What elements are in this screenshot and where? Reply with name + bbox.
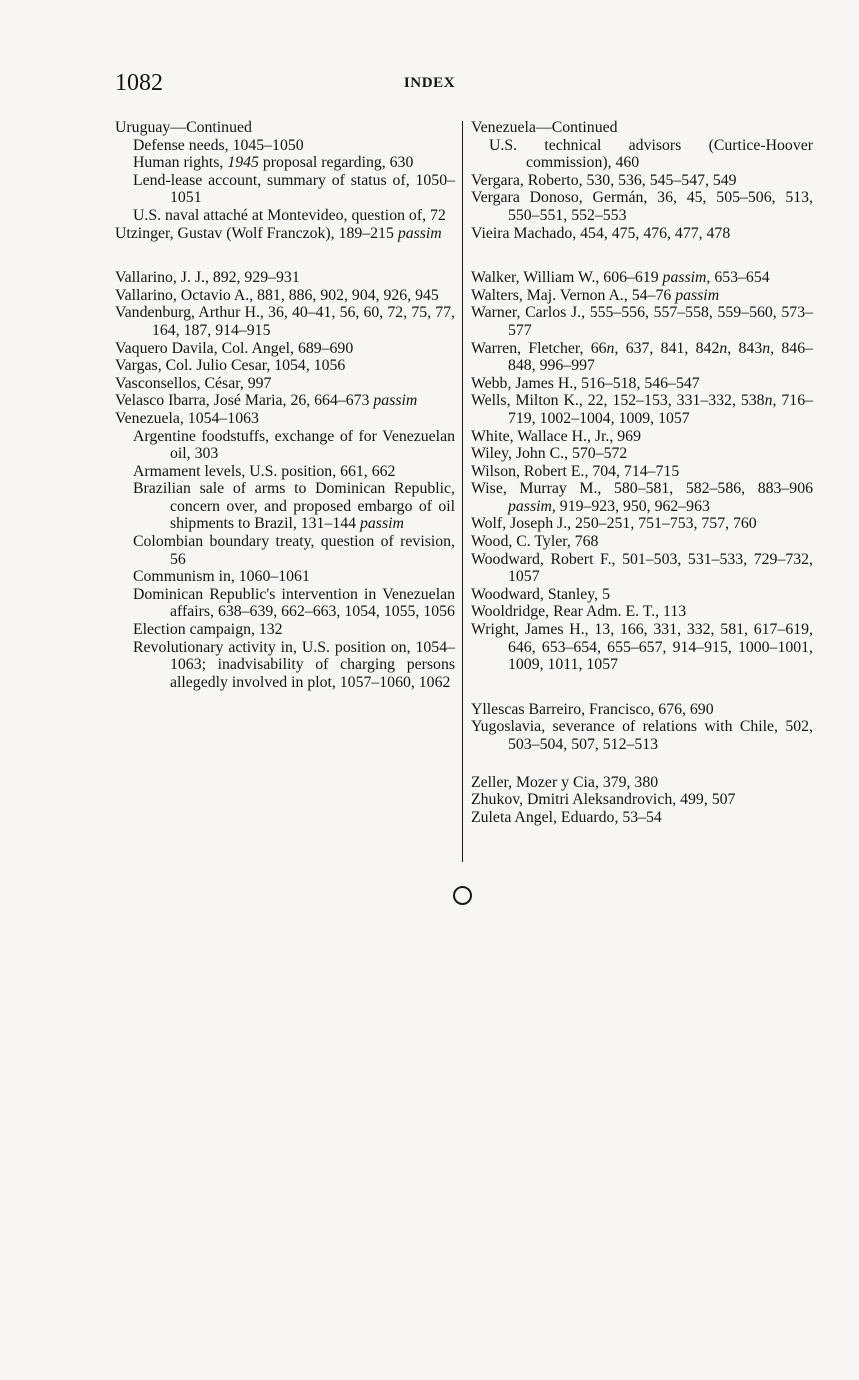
index-entry: Wiley, John C., 570–572 [471, 445, 628, 463]
index-entry: Wolf, Joseph J., 250–251, 751–753, 757, 760 [471, 515, 757, 533]
end-of-index-mark [453, 886, 472, 905]
page-number: 1082 [115, 70, 163, 96]
index-subentry: Colombian boundary treaty, question of revision, 56 [133, 533, 455, 568]
index-entry: Wooldridge, Rear Adm. E. T., 113 [471, 603, 687, 621]
index-entry: Wells, Milton K., 22, 152–153, 331–332, 538n, 716–719, 1002–1004, 1009, 1057 [471, 392, 813, 427]
index-entry: Woodward, Robert F., 501–503, 531–533, 729–732, 1057 [471, 550, 813, 586]
index-entry: Yllescas Barreiro, Francisco, 676, 690 [471, 700, 714, 718]
index-entry: Vallarino, J. J., 892, 929–931 [115, 269, 300, 287]
index-entry: Vandenburg, Arthur H., 36, 40–41, 56, 60, 72, 75, 77, 164, 187, 914–915 [115, 304, 455, 339]
running-head: INDEX [403, 75, 456, 91]
index-entry: Vasconsellos, César, 997 [115, 374, 272, 392]
column-divider [462, 121, 463, 862]
index-entry: Vallarino, Octavio A., 881, 886, 902, 904, 926, 945 [115, 286, 439, 304]
index-subentry: Dominican Republic's intervention in Venezuelan affairs, 638–639, 662–663, 1054, 1055, 1056 [133, 585, 455, 621]
index-entry: Walters, Maj. Vernon A., 54–76 passim [471, 286, 720, 304]
index-entry: Wilson, Robert E., 704, 714–715 [471, 462, 680, 480]
index-column-left [115, 119, 455, 691]
index-entry: Walker, William W., 606–619 passim, 653–654 [471, 269, 770, 287]
index-subentry: Revolutionary activity in, U.S. position on, 1054–1063; inadvisability of charging persons allegedly involved in plot, 1057–1060, 1062 [133, 638, 455, 691]
index-entry: Wood, C. Tyler, 768 [471, 533, 599, 551]
index-entry: White, Wallace H., Jr., 969 [471, 427, 641, 445]
index-entry: Velasco Ibarra, José Maria, 26, 664–673 passim [115, 392, 418, 410]
index-subentry: U.S. technical advisors (Curtice-Hoover commission), 460 [489, 136, 813, 172]
index-entry: Woodward, Stanley, 5 [471, 585, 610, 603]
index-column-right [471, 119, 813, 826]
index-entry: Vergara Donoso, Germán, 36, 45, 505–506, 513, 550–551, 552–553 [471, 189, 813, 224]
section-gap [471, 674, 813, 701]
section-gap [471, 242, 813, 269]
index-entry: Utzinger, Gustav (Wolf Franczok), 189–215 passim [115, 224, 442, 242]
index-entry: Yugoslavia, severance of relations with Chile, 502, 503–504, 507, 512–513 [471, 718, 813, 753]
index-entry: Vieira Machado, 454, 475, 476, 477, 478 [471, 224, 731, 242]
index-entry: Vaquero Davila, Col. Angel, 689–690 [115, 339, 354, 357]
index-entry: Venezuela, 1054–1063 [115, 409, 259, 427]
index-subentry: Defense needs, 1045–1050 [133, 136, 304, 154]
index-entry: Vargas, Col. Julio Cesar, 1054, 1056 [115, 357, 346, 375]
index-entry: Warren, Fletcher, 66n, 637, 841, 842n, 843n, 846–848, 996–997 [471, 339, 814, 375]
index-subentry: Brazilian sale of arms to Dominican Republic, concern over, and proposed embargo of oil shipments to Brazil, 131–144 passim [133, 480, 455, 533]
index-entry: Uruguay—Continued [115, 119, 252, 136]
index-entry: Warner, Carlos J., 555–556, 557–558, 559–560, 573–577 [471, 304, 813, 339]
index-entry: Wise, Murray M., 580–581, 582–586, 883–906 passim, 919–923, 950, 962–963 [471, 480, 813, 515]
index-entry: Wright, James H., 13, 166, 331, 332, 581, 617–619, 646, 653–654, 655–657, 914–915, 1000–1001, 1009, 1011, 1057 [471, 621, 813, 674]
index-subentry: Armament levels, U.S. position, 661, 662 [133, 462, 396, 480]
section-gap [471, 754, 813, 774]
index-subentry: Election campaign, 132 [133, 621, 283, 639]
index-entry: Vergara, Roberto, 530, 536, 545–547, 549 [471, 171, 737, 189]
index-subentry: Communism in, 1060–1061 [133, 568, 310, 586]
index-entry: Webb, James H., 516–518, 546–547 [471, 374, 700, 392]
index-subentry: Human rights, 1945 proposal regarding, 630 [133, 154, 414, 172]
index-entry: Zeller, Mozer y Cia, 379, 380 [471, 773, 659, 791]
index-subentry: U.S. naval attaché at Montevideo, question of, 72 [133, 206, 446, 224]
index-entry: Venezuela—Continued [471, 119, 618, 136]
section-gap [115, 242, 455, 269]
index-entry: Zhukov, Dmitri Aleksandrovich, 499, 507 [471, 791, 736, 809]
index-entry: Zuleta Angel, Eduardo, 53–54 [471, 808, 662, 826]
index-subentry: Lend-lease account, summary of status of, 1050–1051 [133, 171, 455, 207]
index-subentry: Argentine foodstuffs, exchange of for Venezuelan oil, 303 [133, 427, 455, 463]
